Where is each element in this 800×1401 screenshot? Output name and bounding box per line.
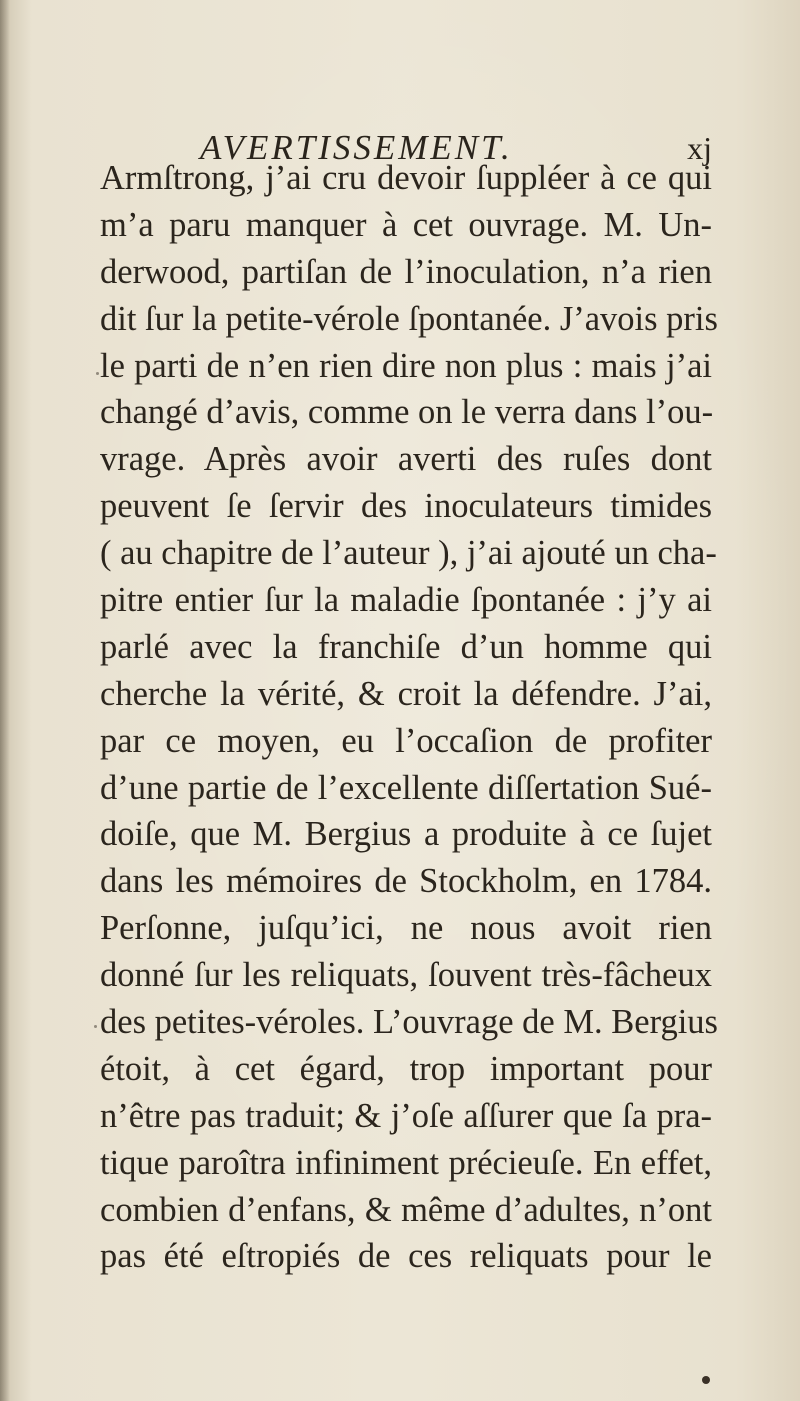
text-line: peuvent ſe ſervir des inoculateurs timides (100, 487, 712, 526)
text-line: changé d’avis, comme on le verra dans l’ou- (100, 393, 714, 432)
ink-speck (94, 1025, 97, 1028)
text-line: parlé avec la franchiſe d’un homme qui (100, 627, 712, 666)
text-line: par ce moyen, eu l’occaſion de profiter (100, 721, 712, 760)
text-line: étoit, à cet égard, trop important pour (100, 1049, 712, 1088)
text-line: derwood, partiſan de l’inoculation, n’a rien (100, 252, 712, 291)
text-line: Perſonne, juſqu’ici, ne nous avoit rien (100, 909, 712, 948)
text-line: ( au chapitre de l’auteur ), j’ai ajouté un cha- (100, 534, 717, 573)
text-line: tique paroîtra infiniment précieuſe. En effet, (100, 1143, 712, 1182)
body-text (100, 155, 718, 1280)
text-line: dans les mémoires de Stockholm, en 1784. (100, 862, 712, 901)
text-line: m’a paru manquer à cet ouvrage. M. Un- (100, 205, 712, 244)
text-line: pitre entier ſur la maladie ſpontanée : j’y ai (100, 581, 712, 620)
text-line: dit ſur la petite-vérole ſpontanée. J’avois pris (100, 299, 718, 338)
ink-speck (96, 372, 99, 375)
text-line: donné ſur les reliquats, ſouvent très-fâcheux (100, 956, 712, 995)
text-line: combien d’enfans, & même d’adultes, n’ont (100, 1190, 712, 1229)
running-title: AVERTISSEMENT. (200, 128, 513, 167)
text-line: doiſe, que M. Bergius a produite à ce ſujet (100, 815, 712, 854)
ink-speck (702, 1376, 710, 1384)
text-line: Armſtrong, j’ai cru devoir ſuppléer à ce qui (100, 159, 712, 197)
text-line: pas été eſtropiés de ces reliquats pour le (100, 1237, 712, 1276)
text-line: cherche la vérité, & croit la défendre. J’ai, (100, 674, 712, 713)
page-number: xj (687, 130, 712, 166)
text-line: n’être pas traduit; & j’oſe aſſurer que ſa pra- (100, 1096, 712, 1135)
text-line: le parti de n’en rien dire non plus : mais j’ai (100, 346, 712, 385)
text-line: d’une partie de l’excellente diſſertation Sué- (100, 768, 712, 807)
text-line: des petites-véroles. L’ouvrage de M. Bergius (100, 1003, 718, 1042)
text-line: vrage. Après avoir averti des ruſes dont (100, 440, 712, 479)
binding-gutter (0, 0, 10, 1401)
